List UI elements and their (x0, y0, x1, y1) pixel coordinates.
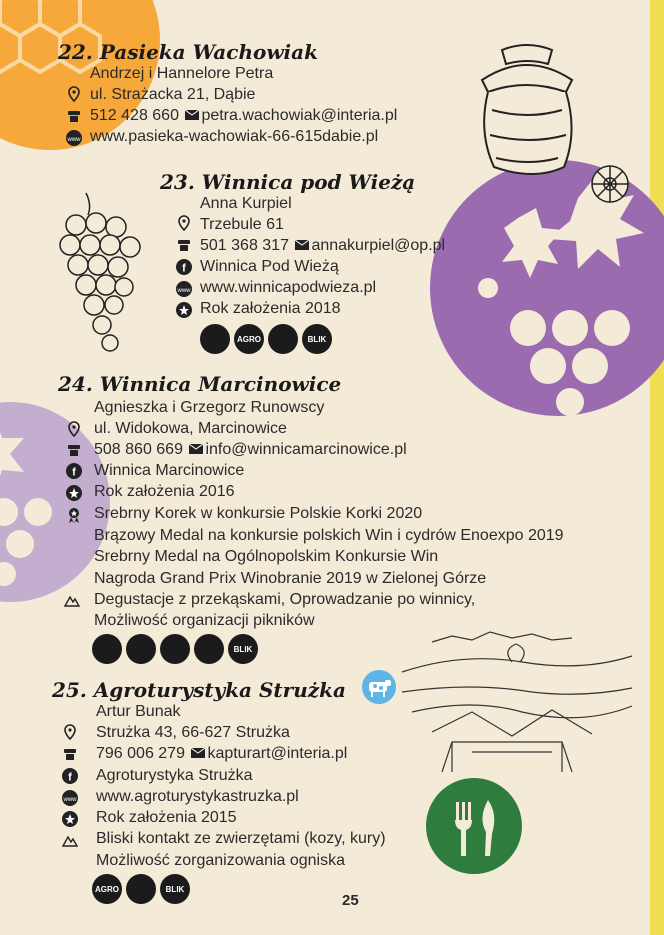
entry-24-award-4: Nagroda Grand Prix Winobranie 2019 w Zielonej Górze (94, 570, 487, 587)
blik-badge: BLIK (302, 324, 332, 354)
star-icon (176, 302, 192, 318)
entry-22-email[interactable]: petra.wachowiak@interia.pl (201, 107, 398, 125)
entry-24-award-2: Brązowy Medal na konkursie polskich Win i cydrów Enoexpo 2019 (94, 527, 564, 544)
edge-stripe (650, 0, 664, 935)
star-icon (66, 485, 82, 501)
entry-25-contact (96, 744, 347, 764)
blik-badge: BLIK (228, 634, 258, 664)
entry-25-address: Strużka 43, 66-627 Strużka (96, 724, 290, 741)
entry-23-owner: Anna Kurpiel (200, 195, 292, 212)
entry-24-contact (94, 440, 407, 460)
grape-bunch-illustration (46, 185, 156, 355)
entry-23-badges (200, 324, 332, 354)
entry-25-founded: Rok założenia 2015 (96, 809, 237, 826)
entry-25-attraction-2: Możliwość zorganizowania ogniska (96, 852, 346, 869)
web-icon (66, 130, 82, 146)
entry-25-facebook[interactable]: Agroturystyka Strużka (96, 767, 253, 784)
restaurant-icon (426, 778, 522, 874)
dish-badge (126, 874, 156, 904)
web-icon (176, 281, 192, 297)
mountain-icon (64, 592, 80, 608)
entry-24-award-3: Srebrny Medal na Ogólnopolskim Konkursie Win (94, 548, 439, 565)
entry-25-email[interactable]: kapturart@interia.pl (207, 745, 348, 763)
entry-24-attraction-2: Możliwość organizacji pikników (94, 612, 315, 629)
entry-22-phone[interactable]: 512 428 660 (90, 107, 179, 125)
svg-text:f: f (68, 771, 72, 784)
entry-24-attraction-1: Degustacje z przekąskami, Oprowadzanie po winnicy, (94, 591, 476, 608)
entry-24-phone[interactable]: 508 860 669 (94, 441, 183, 459)
pin-icon (66, 86, 82, 102)
phone-icon (176, 237, 192, 253)
card-payment-badge (194, 634, 224, 664)
mail-badge (92, 634, 122, 664)
envelope-icon (191, 744, 205, 764)
entry-22-web[interactable]: www.pasieka-wachowiak-66-615dabie.pl (90, 128, 379, 145)
flower-illustration (576, 160, 646, 210)
pin-icon (176, 215, 192, 231)
envelope-icon (185, 106, 199, 126)
facebook-icon (62, 768, 78, 784)
entry-23-contact (200, 236, 445, 256)
entry-22-address: ul. Strażacka 21, Dąbie (90, 86, 256, 103)
entry-23-phone[interactable]: 501 368 317 (200, 237, 289, 255)
facebook-icon (66, 463, 82, 479)
envelope-icon (189, 440, 203, 460)
entry-25-attraction-1: Bliski kontakt ze zwierzętami (kozy, kury) (96, 830, 386, 847)
entry-25-badges (92, 874, 190, 904)
entry-24-owner: Agnieszka i Grzegorz Runowscy (94, 399, 325, 416)
svg-text:www: www (63, 797, 77, 803)
entry-25-title: 25. Agroturystyka Strużka (52, 678, 346, 702)
page-number: 25 (342, 892, 359, 909)
entry-25-phone[interactable]: 796 006 279 (96, 745, 185, 763)
svg-text:f: f (72, 466, 76, 479)
entry-23-web[interactable]: www.winnicapodwieza.pl (200, 279, 377, 296)
pin-icon (62, 724, 78, 740)
phone-icon (66, 108, 82, 124)
entry-24-facebook[interactable]: Winnica Marcinowice (94, 462, 245, 479)
entry-23-address: Trzebule 61 (200, 216, 284, 233)
entry-25-owner: Artur Bunak (96, 703, 181, 720)
entry-23-facebook[interactable]: Winnica Pod Wieżą (200, 258, 339, 275)
entry-24-email[interactable]: info@winnicamarcinowice.pl (205, 441, 407, 459)
phone-icon (62, 746, 78, 762)
svg-text:f: f (182, 262, 186, 275)
mountain-icon (62, 832, 78, 848)
entry-23-founded: Rok założenia 2018 (200, 300, 341, 317)
entry-24-address: ul. Widokowa, Marcinowice (94, 420, 287, 437)
entry-22-owner: Andrzej i Hannelore Petra (90, 65, 274, 82)
award-icon (66, 507, 82, 523)
entry-23-title: 23. Winnica pod Wieżą (160, 170, 416, 194)
entry-24-award-1: Srebrny Korek w konkursie Polskie Korki 2020 (94, 505, 423, 522)
phone-icon (66, 442, 82, 458)
entry-25-web[interactable]: www.agroturystykastruzka.pl (96, 788, 299, 805)
facebook-icon (176, 259, 192, 275)
card-payment-badge (268, 324, 298, 354)
star-icon (62, 811, 78, 827)
envelope-icon (295, 236, 309, 256)
mail-badge (200, 324, 230, 354)
svg-text:www: www (67, 137, 81, 143)
agro-badge: AGRO (92, 874, 122, 904)
cow-badge (362, 670, 396, 704)
web-icon (62, 790, 78, 806)
basket-badge (126, 634, 156, 664)
pin-icon (66, 421, 82, 437)
entry-24-badges (92, 634, 258, 664)
agro-badge: AGRO (234, 324, 264, 354)
entry-23-email[interactable]: annakurpiel@op.pl (311, 237, 446, 255)
landscape-illustration (392, 622, 640, 772)
entry-22-contact (90, 106, 397, 126)
entry-24-title: 24. Winnica Marcinowice (58, 372, 342, 396)
entry-24-founded: Rok założenia 2016 (94, 483, 235, 500)
honey-jar-illustration (462, 40, 592, 180)
blik-badge: BLIK (160, 874, 190, 904)
shop-badge (160, 634, 190, 664)
entry-22-title: 22. Pasieka Wachowiak (58, 40, 318, 64)
svg-text:www: www (177, 288, 191, 294)
